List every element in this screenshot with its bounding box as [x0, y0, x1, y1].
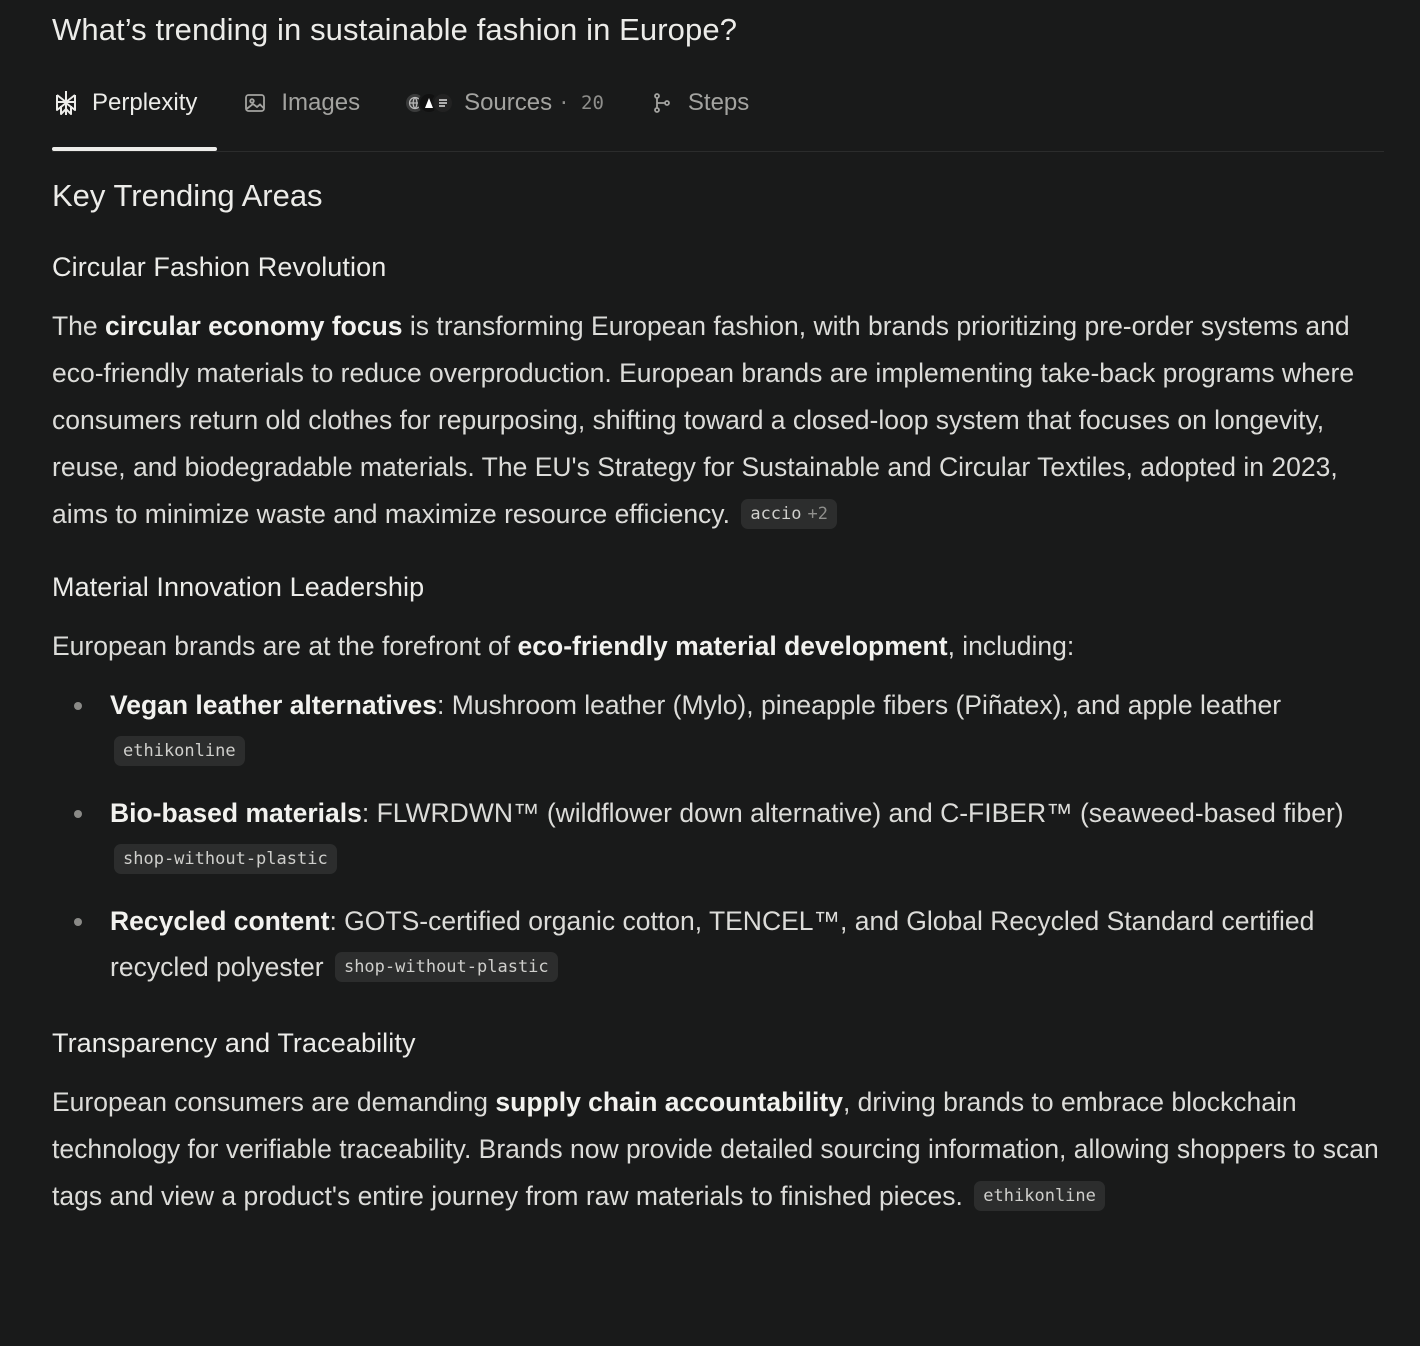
sources-count: · 20: [558, 92, 604, 114]
text: European consumers are demanding: [52, 1087, 496, 1117]
heading-circular-fashion: Circular Fashion Revolution: [52, 252, 387, 282]
emphasis: Bio-based materials: [110, 798, 362, 828]
tab-perplexity[interactable]: [52, 84, 197, 122]
text: European brands are at the forefront of: [52, 631, 518, 661]
tab-sources-label: Sources: [464, 89, 553, 116]
steps-branch-icon: [648, 89, 676, 117]
text: , including:: [947, 631, 1075, 661]
text: : FLWRDWN™ (wildflower down alternative) and C-FIBER™ (seaweed-based fiber): [361, 798, 1344, 828]
section-title: Key Trending Areas: [52, 178, 323, 213]
text: : GOTS-certified organic cotton, TENCEL™, and Global Recycled Standard certified recycled polyester: [110, 906, 1315, 982]
citation-chip[interactable]: shop-without-plastic: [114, 844, 337, 874]
material-list: [52, 682, 1384, 990]
text: : Mushroom leather (Mylo), pineapple fibers (Piñatex), and apple leather: [437, 690, 1282, 720]
citation-label: accio: [750, 504, 802, 524]
citation-chip[interactable]: ethikonline: [974, 1181, 1105, 1211]
emphasis: Recycled content: [110, 906, 330, 936]
text: The: [52, 311, 106, 341]
citation-more: +2: [807, 504, 828, 524]
image-icon: [241, 89, 269, 117]
paragraph-circular-fashion: [52, 303, 1384, 538]
source-favicons: [404, 92, 454, 114]
heading-transparency: Transparency and Traceability: [52, 1028, 416, 1058]
text: , driving brands to embrace blockchain technology for verifiable traceability. Brands now provide detailed sourcing information, allowing shoppers to scan tags and view a product's entire journey from raw materials to finished pieces.: [52, 1087, 1379, 1211]
paragraph-material-innovation: [52, 623, 1384, 670]
perplexity-logo-icon: [52, 89, 80, 117]
citation-chip[interactable]: [741, 499, 837, 529]
emphasis: eco-friendly material development: [517, 631, 948, 661]
answer-tabs: [52, 84, 1384, 152]
active-tab-indicator: [52, 147, 217, 151]
tab-images-label: Images: [281, 89, 361, 116]
list-item: [52, 790, 1384, 882]
citation-chip[interactable]: ethikonline: [114, 736, 245, 766]
tab-images[interactable]: [241, 84, 360, 122]
emphasis: Vegan leather alternatives: [110, 690, 437, 720]
emphasis: supply chain accountability: [495, 1087, 843, 1117]
ethikonline-favicon-icon: [432, 92, 454, 114]
tab-steps-label: Steps: [687, 89, 750, 116]
answer-content: [52, 178, 1384, 1244]
text: is transforming European fashion, with brands prioritizing pre-order systems and eco-friendly materials to reduce overproduction. European brands are implementing take-back programs where consumers return old clothes for repurposing, shifting toward a closed-loop system that focuses on longevity, reuse, and biodegradable materials. The EU's Strategy for Sustainable and Circular Textiles, adopted in 2023, aims to minimize waste and maximize resource efficiency.: [52, 311, 1355, 529]
paragraph-transparency: [52, 1079, 1384, 1220]
emphasis: circular economy focus: [105, 311, 403, 341]
list-item: [52, 898, 1384, 990]
citation-chip[interactable]: shop-without-plastic: [335, 952, 558, 982]
query-title: What’s trending in sustainable fashion in Europe?: [52, 12, 738, 47]
list-item: [52, 682, 1384, 774]
tab-sources[interactable]: [404, 84, 604, 122]
tab-steps[interactable]: [648, 84, 749, 122]
tab-perplexity-label: Perplexity: [92, 89, 198, 116]
heading-material-innovation: Material Innovation Leadership: [52, 572, 425, 602]
